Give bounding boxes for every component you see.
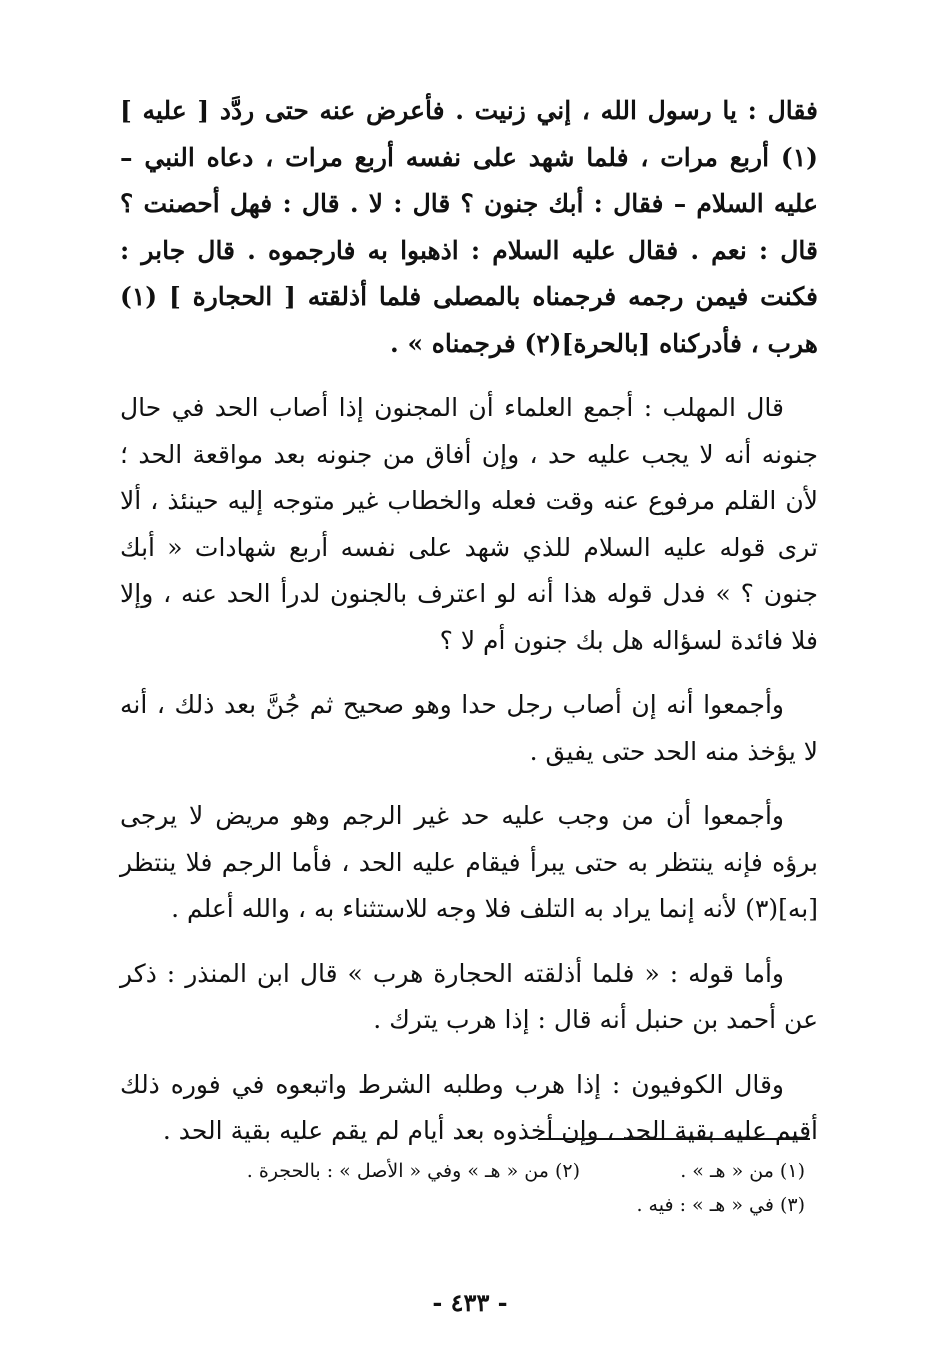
footnote-1: (١) من « هـ » . bbox=[680, 1160, 805, 1182]
main-text bbox=[120, 88, 818, 1173]
paragraph-muhallab: قال المهلب : أجمع العلماء أن المجنون إذا أصاب الحد في حال جنونه أنه لا يجب عليه حد ، وإن أفاق من جنونه بعد مواقعة الحد ؛ لأن القلم مرفوع عنه وقت فعله والخطاب غير متوجه إليه حينئذ ، ألا ترى قوله عليه السلام للذي شهد على نفسه أربع شهادات « أبك جنون ؟ » فدل قوله هذا أنه لو اعترف بالجنون لدرأ الحد عنه ، وإلا فلا فائدة لسؤاله هل بك جنون أم لا ؟ bbox=[120, 393, 818, 655]
footnote-row-1 bbox=[125, 1154, 805, 1188]
paragraph-consensus-insanity: وأجمعوا أنه إن أصاب رجل حدا وهو صحيح ثم جُنَّ بعد ذلك ، أنه لا يؤخذ منه الحد حتى يفيق . bbox=[120, 690, 818, 766]
footnote-row-2 bbox=[125, 1188, 805, 1222]
footnotes bbox=[125, 1154, 805, 1222]
paragraph-ibn-mundhir: وأما قوله : « فلما أذلقته الحجارة هرب » قال ابن المنذر : ذكر عن أحمد بن حنبل أنه قال : إذا هرب يترك . bbox=[120, 958, 818, 1034]
footnote-divider bbox=[538, 1138, 810, 1140]
paragraph-kufiyyun: وقال الكوفيون : إذا هرب وطلبه الشرط واتبعوه في فوره ذلك أقيم عليه بقية الحد ، وإن أخذوه بعد أيام لم يقم عليه بقية الحد . bbox=[120, 1069, 818, 1145]
footnote-3: (٣) في « هـ » : فيه . bbox=[636, 1194, 805, 1216]
paragraph-hadith: فقال : يا رسول الله ، إني زنيت . فأعرض عنه حتى ردَّد [ عليه ] (١) أربع مرات ، فلما شهد على نفسه أربع مرات ، دعاه النبي – عليه السلام – فقال : أبك جنون ؟ قال : لا . قال : فهل أحصنت ؟ قال : نعم . فقال عليه السلام : اذهبوا به فارجموه . قال جابر : فكنت فيمن رجمه فرجمناه بالمصلى فلما أذلقته [ الحجارة ] (١) هرب ، فأدركناه [بالحرة](٢) فرجمناه » . bbox=[120, 96, 818, 358]
footnote-2: (٢) من « هـ » وفي « الأصل » : بالحجرة . bbox=[246, 1160, 580, 1182]
page-number: - ٤٣٣ - bbox=[432, 1288, 508, 1317]
paragraph-consensus-illness: وأجمعوا أن من وجب عليه حد غير الرجم وهو مريض لا يرجى برؤه فإنه ينتظر به حتى يبرأ فيقام عليه الحد ، فأما الرجم فلا ينتظر [به](٣) لأنه إنما يراد به التلف فلا وجه للاستثناء به ، والله أعلم . bbox=[120, 801, 818, 923]
